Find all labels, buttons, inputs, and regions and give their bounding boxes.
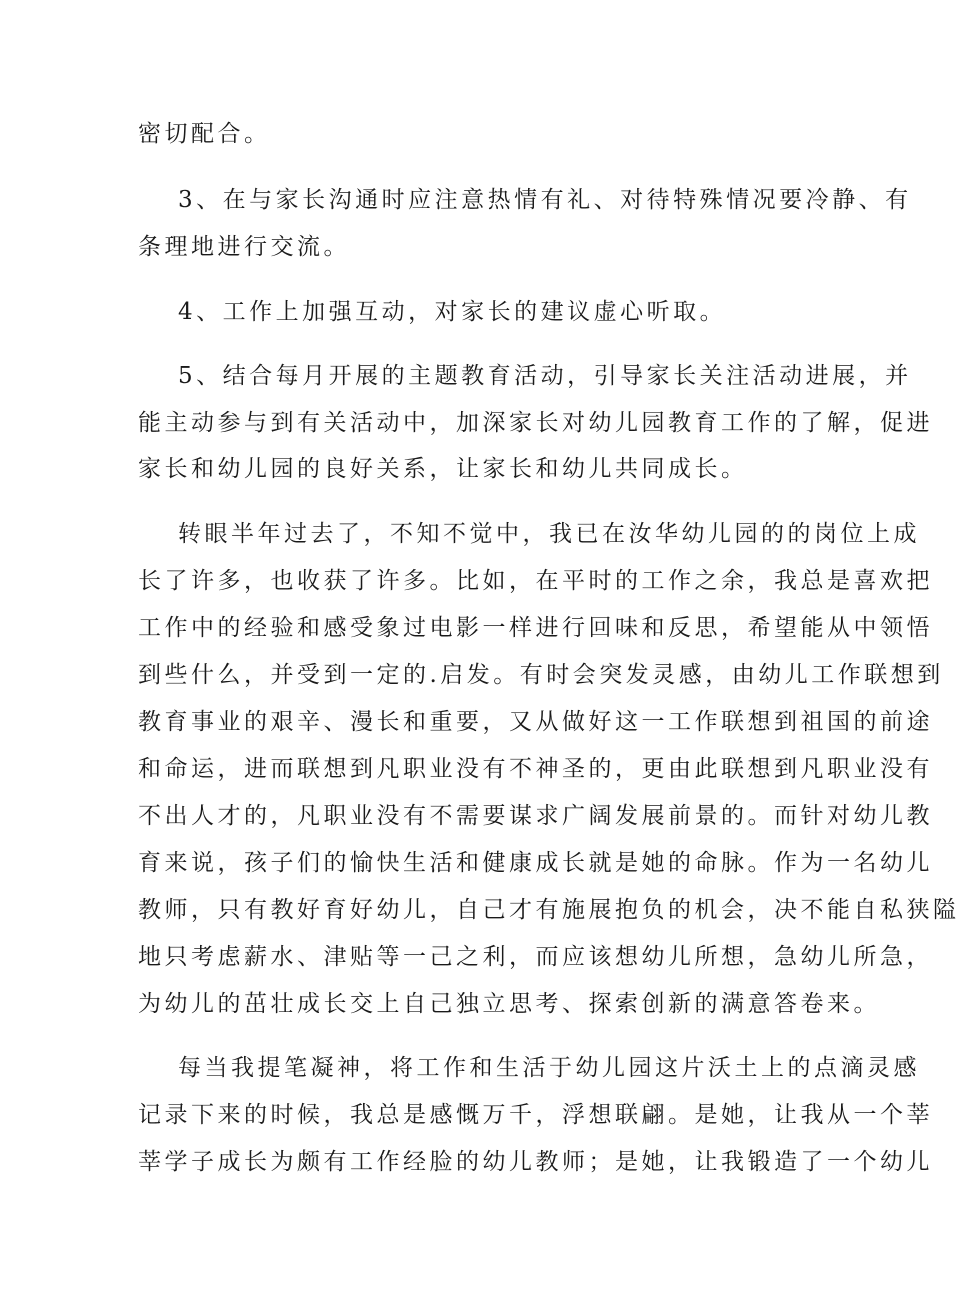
paragraph-line: 莘学子成长为颇有工作经脸的幼儿教师；是她，让我锻造了一个幼儿 bbox=[138, 1149, 933, 1175]
paragraph-line: 3、在与家长沟通时应注意热情有礼、对待特殊情况要冷静、有 bbox=[178, 187, 912, 213]
paragraph-line: 记录下来的时候，我总是感慨万千，浮想联翩。是她，让我从一个莘 bbox=[138, 1102, 933, 1128]
paragraph-line: 到些什么，并受到一定的.启发。有时会突发灵感，由幼儿工作联想到 bbox=[138, 662, 944, 688]
paragraph-line: 5、结合每月开展的主题教育活动，引导家长关注活动进展，并 bbox=[178, 363, 912, 389]
paragraph-line: 转眼半年过去了，不知不觉中，我已在汝华幼儿园的的岗位上成 bbox=[178, 521, 920, 547]
paragraph-line: 不出人才的，凡职业没有不需要谋求广阔发展前景的。而针对幼儿教 bbox=[138, 803, 933, 829]
paragraph-line: 为幼儿的茁壮成长交上自己独立思考、探索创新的满意答卷来。 bbox=[138, 991, 880, 1017]
paragraph-line: 和命运，进而联想到凡职业没有不神圣的，更由此联想到凡职业没有 bbox=[138, 756, 933, 782]
paragraph-line: 育来说，孩子们的愉快生活和健康成长就是她的命脉。作为一名幼儿 bbox=[138, 850, 933, 876]
paragraph-line: 能主动参与到有关活动中，加深家长对幼儿园教育工作的了解，促进 bbox=[138, 410, 933, 436]
paragraph-line: 4、工作上加强互动，对家长的建议虚心听取。 bbox=[178, 299, 727, 325]
paragraph-line: 教师，只有教好育好幼儿，自己才有施展抱负的机会，决不能自私狭隘 bbox=[138, 897, 960, 923]
paragraph-line: 教育事业的艰辛、漫长和重要，又从做好这一工作联想到祖国的前途 bbox=[138, 709, 933, 735]
paragraph-line: 每当我提笔凝神，将工作和生活于幼儿园这片沃土上的点滴灵感 bbox=[178, 1055, 920, 1081]
paragraph-line: 长了许多，也收获了许多。比如，在平时的工作之余，我总是喜欢把 bbox=[138, 568, 933, 594]
paragraph-line: 密切配合。 bbox=[138, 121, 271, 147]
paragraph-line: 地只考虑薪水、津贴等一己之利，而应该想幼儿所想，急幼儿所急， bbox=[138, 944, 933, 970]
paragraph-line: 条理地进行交流。 bbox=[138, 234, 350, 260]
paragraph-line: 家长和幼儿园的良好关系，让家长和幼儿共同成长。 bbox=[138, 456, 748, 482]
paragraph-line: 工作中的经验和感受象过电影一样进行回味和反思，希望能从中领悟 bbox=[138, 615, 933, 641]
